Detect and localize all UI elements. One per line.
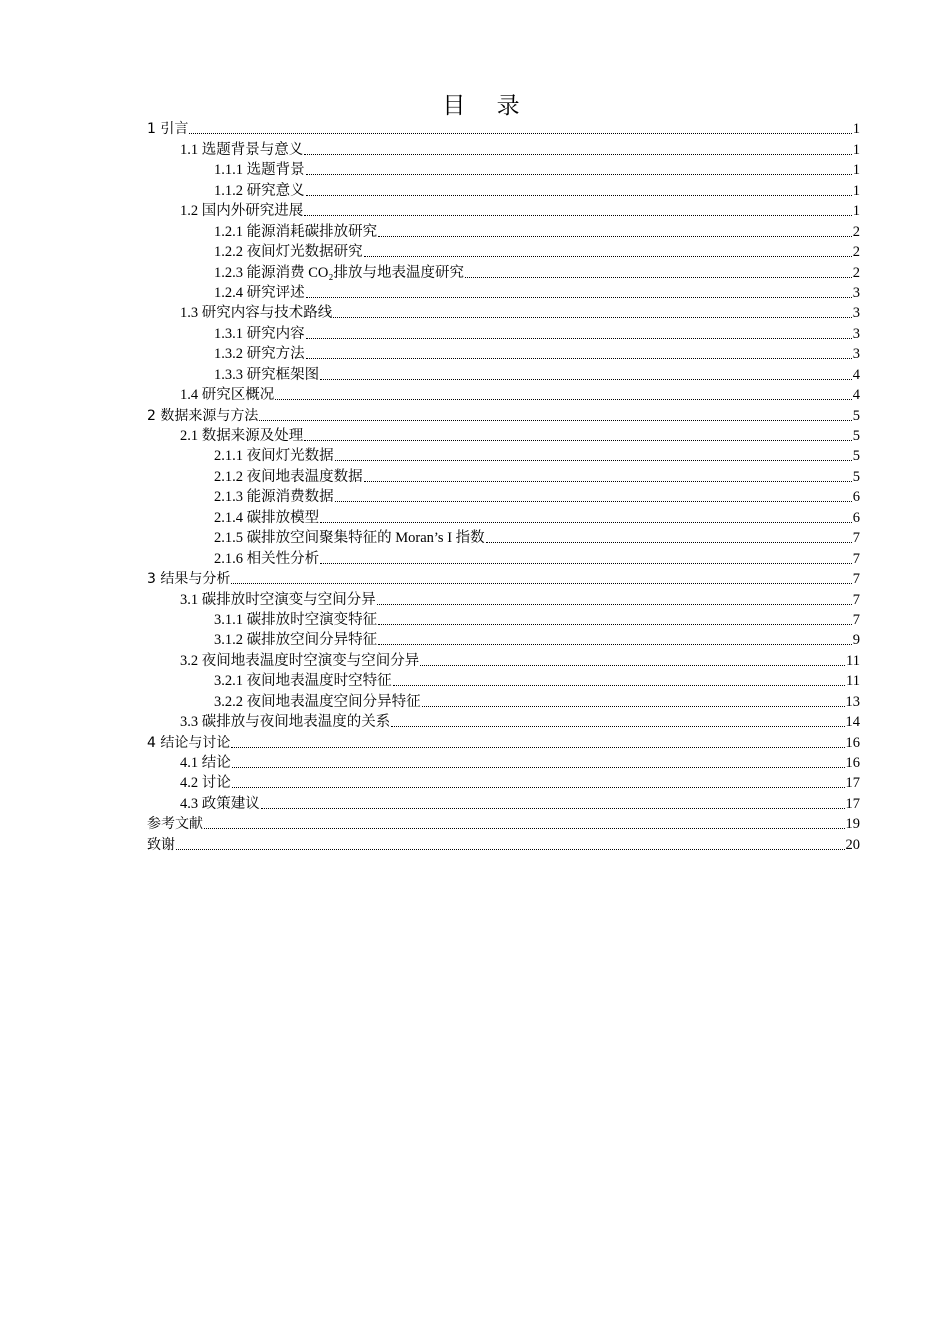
dot-leader [335,460,852,461]
toc-entry-page-number: 11 [846,652,860,669]
toc-entry[interactable] [147,568,860,588]
toc-entry-label: 4.2 讨论 [180,775,231,792]
toc-entry[interactable] [147,200,860,220]
toc-entry-page-number: 7 [852,550,860,567]
toc-entry-label: 4.3 政策建议 [180,795,260,812]
toc-entry-label: 1.4 研究区概况 [180,387,275,404]
dot-leader [306,338,852,339]
dot-leader [378,236,852,237]
toc-entry[interactable] [147,629,860,649]
toc-entry-label: 2.1.6 相关性分析 [214,550,320,567]
dot-leader [176,849,845,850]
toc-entry[interactable] [147,547,860,567]
toc-entry[interactable] [147,282,860,302]
toc-entry-page-number: 1 [852,162,860,179]
toc-entry[interactable] [147,506,860,526]
toc-entry[interactable] [147,302,860,322]
toc-entry-label: 1.3.3 研究框架图 [214,366,320,383]
dot-leader [275,399,852,400]
toc-entry[interactable] [147,404,860,424]
toc-entry[interactable] [147,261,860,281]
toc-entry-page-number: 6 [852,489,860,506]
dot-leader [422,706,845,707]
toc-entry-page-number: 7 [852,611,860,628]
toc-entry-page-number: 17 [845,795,860,812]
toc-entry-label: 1.3 研究内容与技术路线 [180,305,333,322]
toc-entry[interactable] [147,220,860,240]
dot-leader [306,358,852,359]
toc-entry-page-number: 19 [845,816,860,833]
toc-entry-label: 3.1 碳排放时空演变与空间分异 [180,591,376,608]
toc-entry-label: 1 引言 [147,121,189,138]
toc-entry[interactable] [147,792,860,812]
toc-entry-page-number: 2 [852,264,860,281]
dot-leader [232,767,845,768]
dot-leader [364,481,852,482]
toc-entry[interactable] [147,445,860,465]
toc-entry-page-number: 3 [852,346,860,363]
toc-entry-label: 3.2.1 夜间地表温度时空特征 [214,673,392,690]
toc-entry-label: 3.1.1 碳排放时空演变特征 [214,611,378,628]
toc-entry-label: 1.2.2 夜间灯光数据研究 [214,244,363,261]
dot-leader [306,195,852,196]
toc-entry-label: 3.2 夜间地表温度时空演变与空间分异 [180,652,420,669]
toc-entry-page-number: 14 [845,714,860,731]
toc-entry-page-number: 5 [852,428,860,444]
dot-leader [189,133,851,134]
toc-entry[interactable] [147,343,860,363]
toc-entry[interactable] [147,690,860,710]
toc-entry-page-number: 3 [852,325,860,342]
toc-entry-label: 1.2.4 研究评述 [214,284,305,301]
toc-entry-label: 4 结论与讨论 [147,734,231,751]
toc-entry-label: 2.1.2 夜间地表温度数据 [214,468,363,485]
dot-leader [335,501,852,502]
toc-entry[interactable] [147,772,860,792]
dot-leader [231,747,844,748]
toc-entry[interactable] [147,322,860,342]
toc-entry-label: 3.1.2 碳排放空间分异特征 [214,632,378,649]
toc-entry-label: 1.2.3 能源消费 CO₂排放与地表温度研究 [214,264,464,281]
dot-leader [320,563,852,564]
toc-entry-page-number: 7 [852,591,860,608]
toc-entry-page-number: 20 [845,836,860,853]
dot-leader [306,174,852,175]
toc-entry[interactable] [147,138,860,158]
toc-entry[interactable] [147,833,860,853]
dot-leader [320,379,852,380]
toc-entry-label: 2.1.1 夜间灯光数据 [214,448,334,465]
dot-leader [204,828,845,829]
toc-entry-page-number: 3 [852,305,860,322]
toc-entry[interactable] [147,486,860,506]
toc-entry-page-number: 7 [852,530,860,547]
toc-entry-label: 2.1.3 能源消费数据 [214,489,334,506]
toc-entry-page-number: 1 [852,203,860,220]
toc-entry-page-number: 11 [846,673,860,690]
toc-entry-page-number: 4 [852,366,860,383]
toc-entry-label: 2 数据来源与方法 [147,407,259,424]
dot-leader [465,277,852,278]
dot-leader [232,787,845,788]
toc-entry-label: 1.3.2 研究方法 [214,346,305,363]
dot-leader [304,440,852,441]
toc-entry-page-number: 1 [852,121,860,138]
toc-entry[interactable] [147,118,860,138]
toc-title: 目 录 [442,93,532,119]
toc-entry-label: 2.1.5 碳排放空间聚集特征的 Moran’s I 指数 [214,530,485,547]
toc-entry-page-number: 1 [852,182,860,199]
toc-entry-label: 1.1.2 研究意义 [214,182,305,199]
toc-entry[interactable] [147,649,860,669]
dot-leader [377,604,852,605]
dot-leader [304,215,852,216]
toc-entry-label: 致谢 [147,836,175,853]
toc-entry-label: 1.2 国内外研究进展 [180,203,304,220]
toc-entry-label: 3.3 碳排放与夜间地表温度的关系 [180,714,391,731]
toc-entry[interactable] [147,465,860,485]
toc-entry-label: 1.2.1 能源消耗碳排放研究 [214,223,378,240]
toc-entry[interactable] [147,588,860,608]
toc-entry[interactable] [147,241,860,261]
dot-leader [333,317,852,318]
dot-leader [259,420,851,421]
toc-entry-page-number: 16 [845,755,860,771]
dot-leader [486,542,852,543]
dot-leader [364,256,852,257]
toc-entry[interactable] [147,363,860,383]
toc-entry-page-number: 2 [852,223,860,240]
toc-entry-page-number: 4 [852,387,860,404]
toc-entry-page-number: 16 [845,734,860,751]
toc-entry[interactable] [147,159,860,179]
toc-entry-label: 1.1.1 选题背景 [214,162,305,179]
toc-entry[interactable] [147,670,860,690]
toc-entry[interactable] [147,609,860,629]
toc-entry-page-number: 5 [852,407,860,424]
dot-leader [420,665,845,666]
toc-entry-page-number: 3 [852,284,860,301]
toc-entry-label: 4.1 结论 [180,755,231,771]
dot-leader [378,644,852,645]
toc-entry[interactable] [147,731,860,751]
toc-entry-label: 1.1 选题背景与意义 [180,141,304,158]
dot-leader [231,583,851,584]
toc-entry-label: 1.3.1 研究内容 [214,325,305,342]
dot-leader [261,808,845,809]
toc-entry[interactable] [147,179,860,199]
dot-leader [320,522,852,523]
toc-entry[interactable] [147,527,860,547]
toc-entry[interactable] [147,711,860,731]
toc-entry-label: 参考文献 [147,816,203,833]
toc-entry-page-number: 6 [852,509,860,526]
toc-entry[interactable] [147,425,860,445]
toc-entry-label: 3 结果与分析 [147,571,231,588]
toc-entry[interactable] [147,752,860,772]
toc-entry[interactable] [147,813,860,833]
table-of-contents [147,118,860,854]
toc-entry-page-number: 13 [845,693,860,710]
toc-entry-label: 2.1 数据来源及处理 [180,428,304,444]
toc-entry-page-number: 1 [852,141,860,158]
toc-entry-page-number: 17 [845,775,860,792]
dot-leader [378,624,852,625]
dot-leader [304,154,852,155]
toc-entry-label: 3.2.2 夜间地表温度空间分异特征 [214,693,421,710]
dot-leader [391,726,844,727]
toc-entry-page-number: 7 [852,571,860,588]
toc-entry-page-number: 9 [852,632,860,649]
toc-entry-page-number: 2 [852,244,860,261]
toc-entry-label: 2.1.4 碳排放模型 [214,509,320,526]
dot-leader [393,685,845,686]
dot-leader [306,297,852,298]
toc-entry-page-number: 5 [852,468,860,485]
toc-entry-page-number: 5 [852,448,860,465]
toc-entry[interactable] [147,384,860,404]
